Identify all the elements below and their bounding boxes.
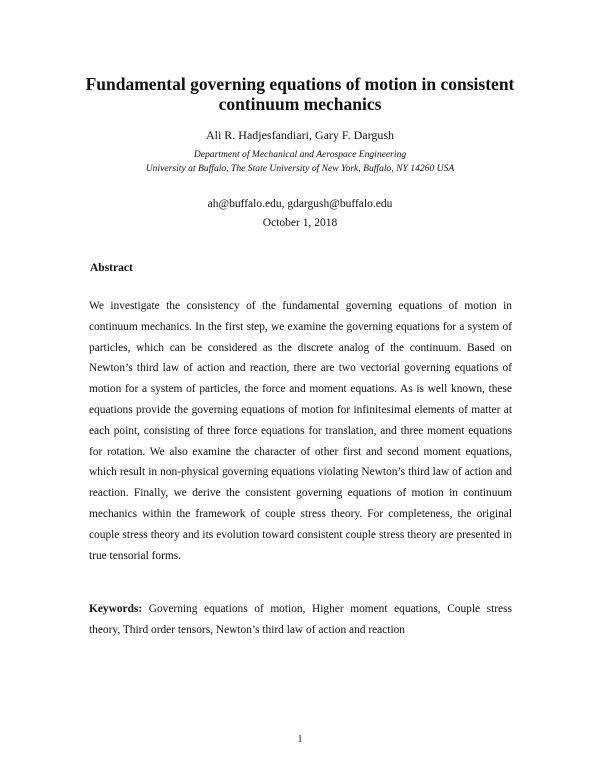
publication-date: October 1, 2018 [262, 217, 338, 229]
author-emails: ah@buffalo.edu, gdargush@buffalo.edu [207, 198, 393, 210]
author-list: Ali R. Hadjesfandiari, Gary F. Dargush [205, 128, 395, 142]
keywords-text: Governing equations of motion, Higher moment equations, Couple stress theory, Third order tensors, Newton’s third law of action and reaction [89, 603, 512, 636]
abstract-text: We investigate the consistency of the fundamental governing equations of motion in continuum mechanics. In the first step, we examine the governing equations for a system of particles, which can be considered as the discrete analog of the continuum. Based on Newton’s third law of action and reaction, there are two vectorial governing equations of motion for a system of particles, the force and moment equations. As is well known, these equations provide the governing equations of motion for infinitesimal elements of matter at each point, consisting of three force equations for translation, and three moment equations for rotation. We also examine the character of other first and second moment equations, which result in non-physical governing equations violating Newton’s third law of action and reaction. Finally, we derive the consistent governing equations of motion in continuum mechanics within the framework of couple stress theory. For completeness, the original couple stress theory and its evolution toward consistent couple stress theory are presented in true tensorial forms. [89, 300, 512, 562]
affiliation-department: Department of Mechanical and Aerospace Engineering [193, 149, 407, 160]
keywords-label: Keywords: [89, 603, 143, 615]
page-number: 1 [297, 734, 303, 745]
affiliation-university: University at Buffalo, The State University of New York, Buffalo, NY 14260 USA [145, 163, 455, 174]
abstract-heading: Abstract [90, 262, 133, 274]
keywords-paragraph [89, 599, 512, 641]
paper-title: Fundamental governing equations of motion in consistent continuum mechanics [85, 74, 515, 114]
